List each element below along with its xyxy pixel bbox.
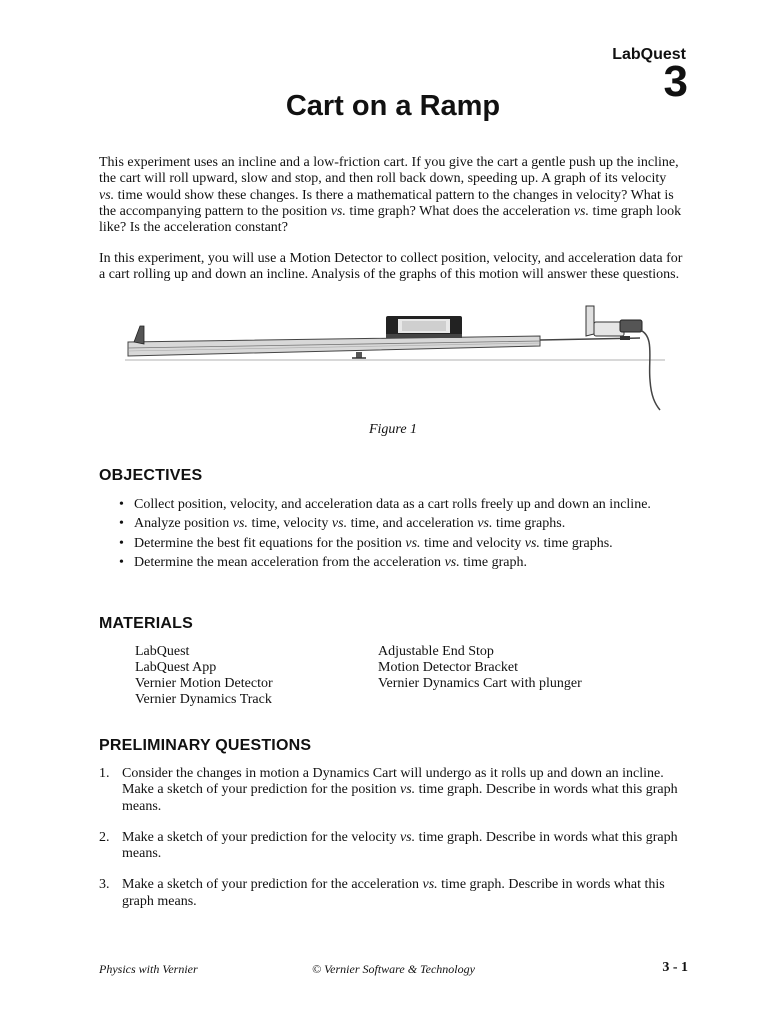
objective-item: • Collect position, velocity, and acceleration data as a cart rolls freely up and down an incline.: [116, 497, 686, 513]
track: [128, 336, 540, 356]
objectives-heading: OBJECTIVES: [99, 467, 203, 484]
page-title: Cart on a Ramp: [285, 90, 501, 122]
preliminary-questions-heading: PRELIMINARY QUESTIONS: [99, 737, 312, 754]
question-number: 1.: [99, 766, 110, 781]
question-text: Make a sketch of your prediction for the velocity vs. time graph. Describe in words what this graph means.: [122, 829, 678, 862]
figure-caption: Figure 1: [368, 422, 418, 437]
page-number: 3 - 1: [662, 960, 688, 975]
materials-left-column: [135, 644, 273, 708]
footer-book-title: Physics with Vernier: [99, 962, 198, 976]
material-item: Vernier Dynamics Track: [135, 692, 272, 707]
material-item: LabQuest: [135, 644, 190, 659]
question-item: [99, 766, 684, 815]
question-number: 2.: [99, 829, 110, 845]
experiment-number: 3: [663, 57, 688, 106]
detector-cable: [640, 330, 660, 410]
material-item: Motion Detector Bracket: [378, 660, 518, 675]
material-item: Adjustable End Stop: [378, 644, 494, 659]
cart-on-ramp-figure: [120, 300, 670, 420]
track-foot: [356, 352, 362, 358]
end-stop: [134, 326, 144, 344]
materials-right-column: [378, 644, 582, 692]
intro-paragraph-1: This experiment uses an incline and a low-friction cart. If you give the cart a gentle push up the incline, the cart will roll upward, slow and stop, and then roll back down, speeding up. A graph of its velocity vs. time would show these changes. Is there a mathematical pattern to the changes in velocity? What is the accompanying pattern to the position vs. time graph? What does the acceleration vs. time graph look like? Is the acceleration constant?: [99, 155, 682, 236]
question-text: Consider the changes in motion a Dynamics Cart will undergo as it rolls up and down an incline. Make a sketch of your prediction for the position vs. time graph. Describe in words what this graph means.: [122, 766, 678, 814]
material-item: Vernier Dynamics Cart with plunger: [378, 676, 582, 691]
preliminary-questions-list: [99, 766, 684, 925]
question-number: 3.: [99, 877, 110, 893]
question-text: Make a sketch of your prediction for the acceleration vs. time graph. Describe in words what this graph means.: [122, 877, 665, 909]
material-item: Vernier Motion Detector: [135, 676, 273, 691]
objective-item: • Determine the mean acceleration from the acceleration vs. time graph.: [116, 555, 686, 571]
materials-heading: MATERIALS: [99, 615, 193, 632]
question-item: [99, 830, 684, 863]
dynamics-cart: [386, 316, 462, 338]
footer-copyright: © Vernier Software & Technology: [312, 962, 475, 976]
motion-detector: [586, 306, 642, 340]
objective-item: • Determine the best fit equations for the position vs. time and velocity vs. time graphs.: [116, 536, 686, 552]
intro-paragraph-2: In this experiment, you will use a Motion Detector to collect position, velocity, and acceleration data for a cart rolling up and down an incline. Analysis of the graphs of this motion will answer these questions.: [99, 251, 683, 283]
objective-item: • Analyze position vs. time, velocity vs. time, and acceleration vs. time graphs.: [116, 516, 686, 532]
material-item: LabQuest App: [135, 660, 217, 675]
labquest-label: LabQuest: [612, 46, 686, 63]
objectives-list: [116, 497, 686, 574]
question-item: [99, 877, 684, 910]
